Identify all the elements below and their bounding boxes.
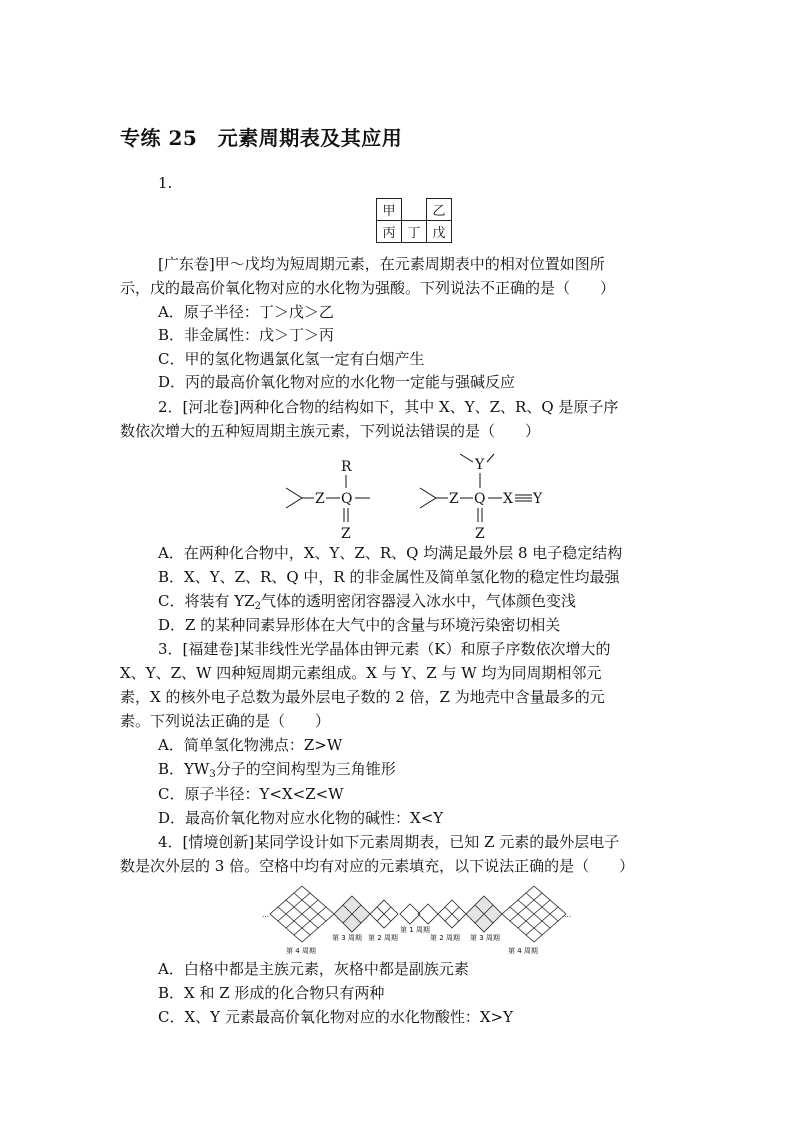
q2-option-a: A．在两种化合物中，X、Y、Z、R、Q 均满足最外层 8 电子稳定结构 bbox=[158, 544, 623, 562]
q3-stem-line2: X、Y、Z、W 四种短周期元素组成。X 与 Y、Z 与 W 均为同周期相邻元 bbox=[120, 664, 602, 682]
cell-jia: 甲 bbox=[377, 199, 402, 221]
atom-r: R bbox=[341, 459, 352, 475]
q1-stem-line2: 示，戊的最高价氧化物对应的水化物为强酸。下列说法不正确的是（ ） bbox=[120, 279, 616, 297]
cell-wu: 戊 bbox=[427, 221, 452, 243]
dots-right: … bbox=[564, 911, 571, 919]
q2-stem-line2: 数依次增大的五种短周期主族元素，下列说法错误的是（ ） bbox=[120, 422, 541, 440]
q4-stem-line1: 4．[情境创新]某同学设计如下元素周期表，已知 Z 元素的最外层电子 bbox=[158, 833, 620, 851]
page-title: 专练 25 元素周期表及其应用 bbox=[120, 126, 403, 150]
q1-option-b: B．非金属性：戊＞丁＞丙 bbox=[158, 326, 335, 344]
q4-periodic-spiral-figure bbox=[262, 882, 574, 958]
q1-option-c: C．甲的氢化物遇氯化氢一定有白烟产生 bbox=[158, 350, 425, 368]
q1-element-table bbox=[376, 198, 452, 243]
q3-option-a: A．简单氢化物沸点：Z>W bbox=[158, 736, 343, 754]
label-period-1: 第 1 周期 bbox=[400, 926, 430, 934]
q4-stem-line2: 数是次外层的 3 倍。空格中均有对应的元素填充，以下说法正确的是（ ） bbox=[120, 857, 635, 875]
q2-structure-figure bbox=[280, 450, 570, 542]
label-period-4b: 第 4 周期 bbox=[508, 947, 538, 955]
cell-empty bbox=[402, 199, 427, 221]
q1-stem-line1: [广东卷]甲～戊均为短周期元素，在元素周期表中的相对位置如图所 bbox=[158, 255, 605, 273]
label-period-3a: 第 3 周期 bbox=[332, 934, 362, 942]
q3-option-b bbox=[158, 758, 396, 786]
atom-z1b: Z bbox=[341, 526, 351, 542]
q2-stem-line1: 2．[河北卷]两种化合物的结构如下，其中 X、Y、Z、R、Q 是原子序 bbox=[158, 398, 619, 416]
cell-bing: 丙 bbox=[377, 221, 402, 243]
label-period-2b: 第 2 周期 bbox=[430, 934, 460, 942]
q1-number: 1. bbox=[158, 174, 173, 192]
q4-option-a: A．白格中都是主族元素，灰格中都是副族元素 bbox=[158, 960, 469, 978]
q3-stem-line4: 素。下列说法正确的是（ ） bbox=[120, 712, 331, 730]
atom-y-top: Y bbox=[475, 457, 485, 473]
atom-z2: Z bbox=[449, 491, 459, 507]
atom-y2: Y bbox=[533, 491, 543, 507]
label-period-4a: 第 4 周期 bbox=[286, 947, 316, 955]
q2-option-c-pre: C．将装有 YZ bbox=[158, 592, 255, 610]
q1-option-a: A．原子半径：丁＞戊＞乙 bbox=[158, 303, 334, 321]
q3-stem-line3: 素，X 的核外电子总数为最外层电子数的 2 倍，Z 为地壳中含量最多的元 bbox=[120, 688, 605, 706]
atom-q1: Q bbox=[341, 491, 353, 507]
q4-option-b: B．X 和 Z 形成的化合物只有两种 bbox=[158, 984, 385, 1002]
q1-option-d: D．丙的最高价氧化物对应的水化物一定能与强碱反应 bbox=[158, 373, 516, 391]
label-period-2a: 第 2 周期 bbox=[368, 934, 398, 942]
q3-stem-line1: 3．[福建卷]某非线性光学晶体由钾元素（K）和原子序数依次增大的 bbox=[158, 640, 611, 658]
q2-option-c-sub: 2 bbox=[254, 601, 261, 612]
q2-option-c-post: 气体的透明密闭容器浸入冰水中，气体颜色变浅 bbox=[260, 592, 576, 610]
atom-z2b: Z bbox=[475, 526, 485, 542]
cell-yi: 乙 bbox=[427, 199, 452, 221]
q3-option-b-post: 分子的空间构型为三角锥形 bbox=[215, 760, 396, 778]
q3-option-c: C．原子半径：Y<X<Z<W bbox=[158, 785, 344, 803]
cell-ding: 丁 bbox=[402, 221, 427, 243]
q3-option-b-sub: 3 bbox=[209, 769, 216, 780]
atom-z1: Z bbox=[315, 491, 325, 507]
dots-left: … bbox=[262, 911, 269, 919]
q3-option-d: D．最高价氧化物对应水化物的碱性：X<Y bbox=[158, 809, 444, 827]
label-period-3b: 第 3 周期 bbox=[470, 934, 500, 942]
atom-q2: Q bbox=[474, 491, 486, 507]
q2-option-b: B．X、Y、Z、R、Q 中，R 的非金属性及简单氢化物的稳定性均最强 bbox=[158, 568, 620, 586]
q3-option-b-pre: B．YW bbox=[158, 760, 210, 778]
q2-option-d: D．Z 的某种同素异形体在大气中的含量与环境污染密切相关 bbox=[158, 616, 561, 634]
atom-x: X bbox=[503, 491, 513, 507]
q4-option-c: C．X、Y 元素最高价氧化物对应的水化物酸性：X>Y bbox=[158, 1008, 513, 1026]
